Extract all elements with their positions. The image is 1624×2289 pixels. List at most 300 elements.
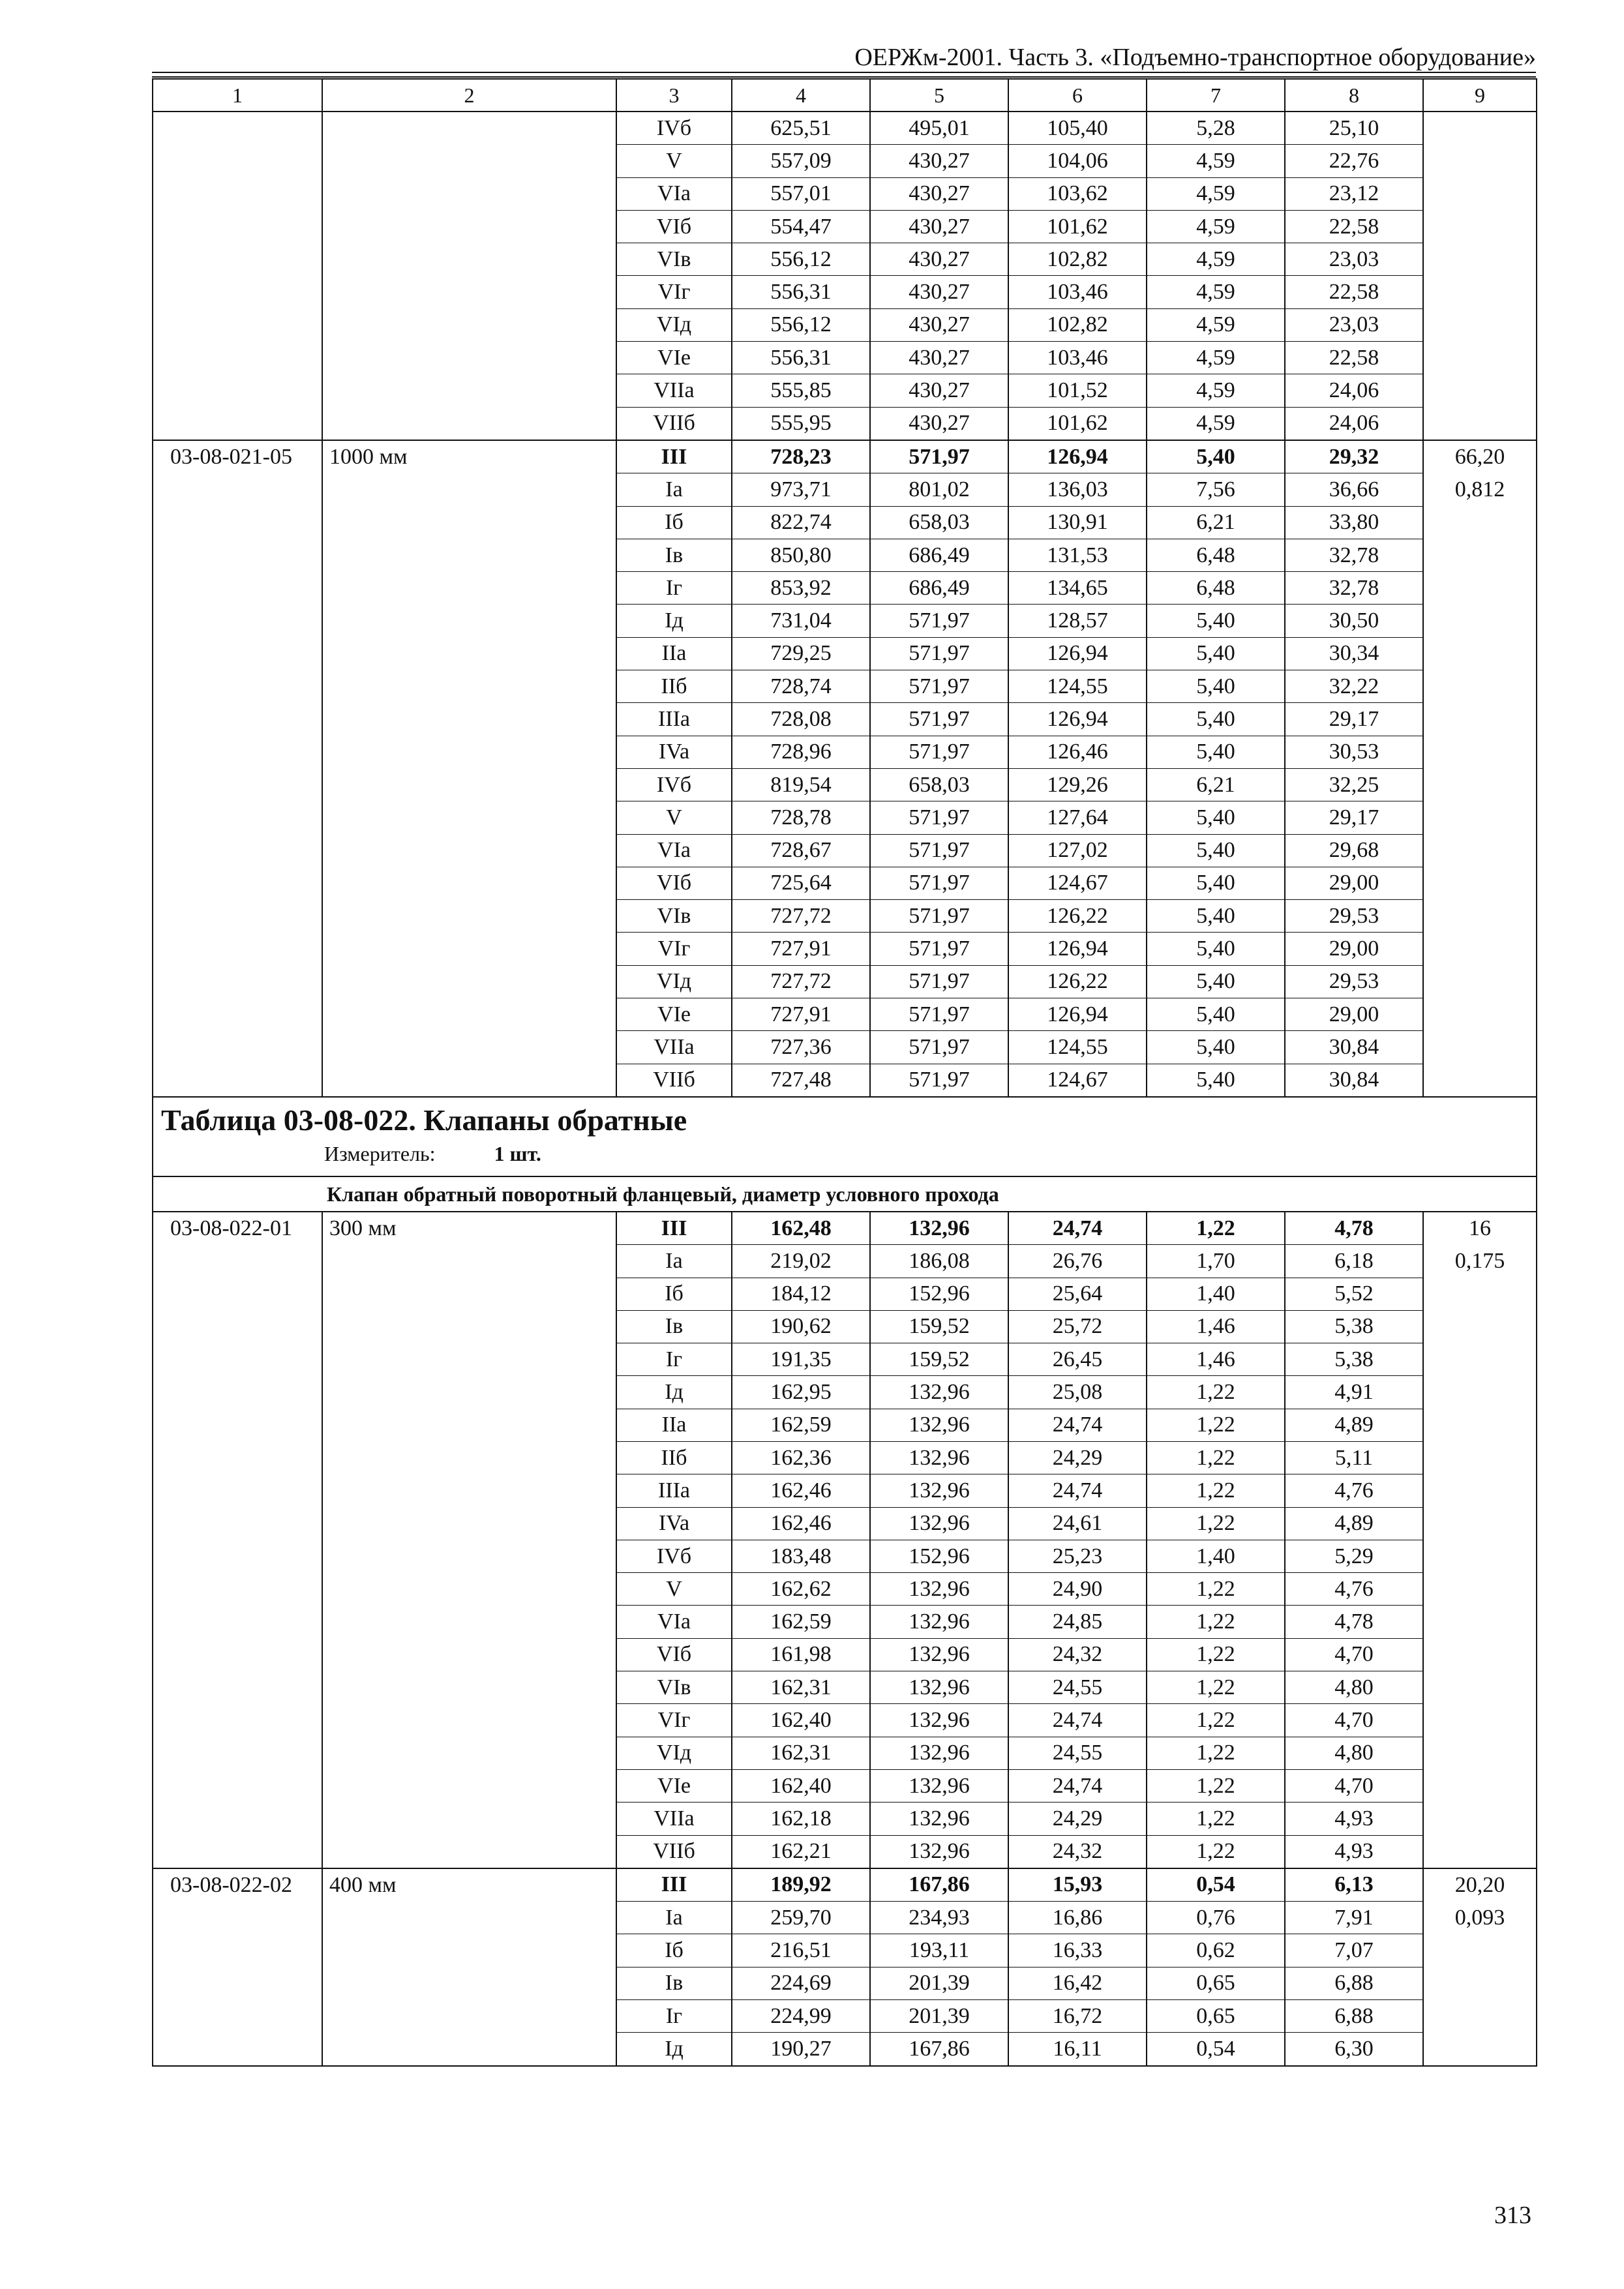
zone-cell: V	[616, 145, 732, 177]
total-cell	[1423, 1573, 1537, 1606]
header-rule	[152, 72, 1536, 73]
rate-name	[322, 572, 616, 605]
value-cell: 1,22	[1147, 1638, 1285, 1671]
total-cell	[1423, 1409, 1537, 1441]
rate-name	[322, 112, 616, 145]
value-cell: 1,22	[1147, 1212, 1285, 1245]
value-cell: 162,95	[732, 1376, 870, 1409]
zone-cell: VIe	[616, 1769, 732, 1802]
value-cell: 24,61	[1008, 1507, 1147, 1540]
value-cell: 132,96	[870, 1803, 1008, 1835]
value-cell: 36,66	[1285, 473, 1423, 506]
value-cell: 201,39	[870, 2000, 1008, 2033]
value-cell: 25,72	[1008, 1310, 1147, 1343]
value-cell: 7,56	[1147, 473, 1285, 506]
value-cell: 101,62	[1008, 210, 1147, 243]
value-cell: 571,97	[870, 703, 1008, 736]
zone-cell: IVб	[616, 768, 732, 801]
table-row	[153, 1540, 1537, 1572]
value-cell: 4,59	[1147, 243, 1285, 276]
value-cell: 571,97	[870, 867, 1008, 899]
value-cell: 30,53	[1285, 736, 1423, 768]
zone-cell: VIд	[616, 308, 732, 341]
column-number: 7	[1147, 79, 1285, 112]
zone-cell: VIд	[616, 965, 732, 998]
total-cell	[1423, 145, 1537, 177]
value-cell: 162,40	[732, 1704, 870, 1737]
value-cell: 16,86	[1008, 1902, 1147, 1934]
value-cell: 23,03	[1285, 308, 1423, 341]
zone-cell: V	[616, 801, 732, 834]
rate-code	[153, 407, 322, 440]
value-cell: 430,27	[870, 276, 1008, 308]
table-row	[153, 1376, 1537, 1409]
rate-name	[322, 1507, 616, 1540]
zone-cell: VIa	[616, 1606, 732, 1638]
total-cell	[1423, 342, 1537, 374]
total-cell	[1423, 210, 1537, 243]
value-cell: 162,46	[732, 1507, 870, 1540]
value-cell: 725,64	[732, 867, 870, 899]
value-cell: 5,40	[1147, 965, 1285, 998]
value-cell: 162,46	[732, 1474, 870, 1507]
value-cell: 4,59	[1147, 407, 1285, 440]
measure-line	[153, 1135, 1536, 1164]
rate-name: 1000 мм	[322, 440, 616, 473]
zone-cell: VIIб	[616, 1835, 732, 1868]
value-cell: 5,40	[1147, 1031, 1285, 1064]
total-cell	[1423, 1606, 1537, 1638]
value-cell: 162,31	[732, 1737, 870, 1769]
value-cell: 973,71	[732, 473, 870, 506]
zone-cell: Iд	[616, 605, 732, 637]
value-cell: 6,30	[1285, 2033, 1423, 2066]
zone-cell: VIд	[616, 1737, 732, 1769]
zone-cell: Iв	[616, 1967, 732, 1999]
rate-name	[322, 473, 616, 506]
value-cell: 16,11	[1008, 2033, 1147, 2066]
value-cell: 224,69	[732, 1967, 870, 1999]
value-cell: 22,58	[1285, 210, 1423, 243]
value-cell: 4,78	[1285, 1606, 1423, 1638]
value-cell: 201,39	[870, 1967, 1008, 1999]
value-cell: 132,96	[870, 1737, 1008, 1769]
table-row	[153, 308, 1537, 341]
value-cell: 103,46	[1008, 342, 1147, 374]
total-cell	[1423, 1376, 1537, 1409]
value-cell: 5,40	[1147, 703, 1285, 736]
zone-cell: VIIб	[616, 1064, 732, 1097]
table-row	[153, 506, 1537, 539]
value-cell: 1,46	[1147, 1310, 1285, 1343]
rate-name	[322, 1376, 616, 1409]
value-cell: 728,08	[732, 703, 870, 736]
value-cell: 727,36	[732, 1031, 870, 1064]
value-cell: 126,94	[1008, 933, 1147, 965]
value-cell: 24,74	[1008, 1769, 1147, 1802]
rate-code	[153, 374, 322, 407]
value-cell: 190,62	[732, 1310, 870, 1343]
value-cell: 24,55	[1008, 1671, 1147, 1704]
rate-name	[322, 900, 616, 933]
value-cell: 555,85	[732, 374, 870, 407]
value-cell: 7,91	[1285, 1902, 1423, 1934]
value-cell: 571,97	[870, 736, 1008, 768]
value-cell: 29,32	[1285, 440, 1423, 473]
value-cell: 5,11	[1285, 1441, 1423, 1474]
value-cell: 571,97	[870, 440, 1008, 473]
value-cell: 29,68	[1285, 834, 1423, 867]
rate-code	[153, 1540, 322, 1572]
table-row	[153, 342, 1537, 374]
rate-name	[322, 308, 616, 341]
total-cell	[1423, 900, 1537, 933]
value-cell: 24,90	[1008, 1573, 1147, 1606]
rate-name	[322, 1343, 616, 1376]
table-row	[153, 1868, 1537, 1902]
zone-cell: VIг	[616, 1704, 732, 1737]
value-cell: 162,18	[732, 1803, 870, 1835]
total-cell	[1423, 243, 1537, 276]
value-cell: 32,25	[1285, 768, 1423, 801]
value-cell: 850,80	[732, 539, 870, 571]
value-cell: 22,58	[1285, 342, 1423, 374]
table-row	[153, 1409, 1537, 1441]
value-cell: 557,09	[732, 145, 870, 177]
value-cell: 557,01	[732, 177, 870, 210]
rate-code: 03-08-022-01	[153, 1212, 322, 1245]
value-cell: 555,95	[732, 407, 870, 440]
value-cell: 1,22	[1147, 1474, 1285, 1507]
rate-code	[153, 1835, 322, 1868]
value-cell: 1,22	[1147, 1376, 1285, 1409]
value-cell: 32,78	[1285, 539, 1423, 571]
rate-name	[322, 276, 616, 308]
value-cell: 4,93	[1285, 1803, 1423, 1835]
table-row	[153, 1704, 1537, 1737]
column-number: 1	[153, 79, 322, 112]
value-cell: 22,76	[1285, 145, 1423, 177]
rate-name	[322, 1474, 616, 1507]
value-cell: 430,27	[870, 308, 1008, 341]
rate-name	[322, 605, 616, 637]
value-cell: 5,28	[1147, 112, 1285, 145]
table-subtitle: Клапан обратный поворотный фланцевый, диаметр условного прохода	[153, 1176, 1537, 1212]
rate-name	[322, 145, 616, 177]
value-cell: 132,96	[870, 1376, 1008, 1409]
value-cell: 161,98	[732, 1638, 870, 1671]
rate-code	[153, 1507, 322, 1540]
value-cell: 6,48	[1147, 539, 1285, 571]
rate-name	[322, 506, 616, 539]
value-cell: 22,58	[1285, 276, 1423, 308]
rate-code	[153, 1638, 322, 1671]
zone-cell: Iб	[616, 506, 732, 539]
zone-cell: VIг	[616, 276, 732, 308]
value-cell: 0,62	[1147, 1934, 1285, 1967]
rate-name	[322, 736, 616, 768]
value-cell: 4,59	[1147, 177, 1285, 210]
rate-name	[322, 1573, 616, 1606]
total-cell	[1423, 308, 1537, 341]
rate-name	[322, 965, 616, 998]
value-cell: 5,40	[1147, 998, 1285, 1031]
value-cell: 126,94	[1008, 998, 1147, 1031]
value-cell: 216,51	[732, 1934, 870, 1967]
value-cell: 162,48	[732, 1212, 870, 1245]
value-cell: 686,49	[870, 539, 1008, 571]
rate-code	[153, 1441, 322, 1474]
value-cell: 430,27	[870, 407, 1008, 440]
rate-name	[322, 867, 616, 899]
rate-code	[153, 1934, 322, 1967]
rate-code	[153, 801, 322, 834]
value-cell: 4,78	[1285, 1212, 1423, 1245]
rate-code	[153, 670, 322, 703]
rate-code	[153, 2033, 322, 2066]
rate-code	[153, 1064, 322, 1097]
value-cell: 131,53	[1008, 539, 1147, 571]
total-cell	[1423, 605, 1537, 637]
value-cell: 4,93	[1285, 1835, 1423, 1868]
value-cell: 30,50	[1285, 605, 1423, 637]
measure-value: 1 шт.	[494, 1141, 541, 1165]
zone-cell: Iб	[616, 1278, 732, 1310]
rate-name	[322, 1967, 616, 1999]
measure-label: Измеритель:	[324, 1141, 436, 1165]
value-cell: 728,96	[732, 736, 870, 768]
zone-cell: Ia	[616, 1902, 732, 1934]
total-cell: 20,20	[1423, 1868, 1537, 1902]
total-cell	[1423, 998, 1537, 1031]
rate-name	[322, 1704, 616, 1737]
table-row	[153, 1278, 1537, 1310]
header-rule	[152, 76, 1536, 78]
table-row	[153, 834, 1537, 867]
value-cell: 1,40	[1147, 1278, 1285, 1310]
table-row	[153, 177, 1537, 210]
rate-code	[153, 145, 322, 177]
total-cell	[1423, 112, 1537, 145]
table-row	[153, 374, 1537, 407]
rate-name	[322, 210, 616, 243]
total-cell	[1423, 539, 1537, 571]
value-cell: 5,40	[1147, 867, 1285, 899]
rate-name	[322, 407, 616, 440]
value-cell: 25,10	[1285, 112, 1423, 145]
value-cell: 29,00	[1285, 933, 1423, 965]
value-cell: 29,53	[1285, 965, 1423, 998]
value-cell: 190,27	[732, 2033, 870, 2066]
value-cell: 1,46	[1147, 1343, 1285, 1376]
rate-name	[322, 374, 616, 407]
value-cell: 126,94	[1008, 637, 1147, 670]
total-cell	[1423, 1769, 1537, 1802]
total-cell	[1423, 834, 1537, 867]
total-cell	[1423, 1064, 1537, 1097]
rate-code	[153, 177, 322, 210]
zone-cell: IIIa	[616, 703, 732, 736]
value-cell: 24,29	[1008, 1803, 1147, 1835]
value-cell: 5,52	[1285, 1278, 1423, 1310]
rate-name	[322, 342, 616, 374]
value-cell: 167,86	[870, 1868, 1008, 1902]
value-cell: 728,67	[732, 834, 870, 867]
value-cell: 224,99	[732, 2000, 870, 2033]
zone-cell: VIIa	[616, 374, 732, 407]
value-cell: 727,72	[732, 900, 870, 933]
zone-cell: Iг	[616, 1343, 732, 1376]
value-cell: 571,97	[870, 834, 1008, 867]
zone-cell: Iд	[616, 2033, 732, 2066]
zone-cell: VIa	[616, 177, 732, 210]
value-cell: 132,96	[870, 1507, 1008, 1540]
total-cell	[1423, 670, 1537, 703]
total-cell	[1423, 276, 1537, 308]
total-cell	[1423, 1474, 1537, 1507]
rate-code	[153, 998, 322, 1031]
rate-code	[153, 1245, 322, 1278]
value-cell: 29,00	[1285, 867, 1423, 899]
zone-cell: VIa	[616, 834, 732, 867]
rate-name	[322, 1835, 616, 1868]
table-row	[153, 1934, 1537, 1967]
value-cell: 162,59	[732, 1409, 870, 1441]
value-cell: 152,96	[870, 1540, 1008, 1572]
total-cell	[1423, 1310, 1537, 1343]
table-title-cell	[153, 1097, 1537, 1176]
value-cell: 5,40	[1147, 900, 1285, 933]
value-cell: 728,78	[732, 801, 870, 834]
value-cell: 5,40	[1147, 1064, 1285, 1097]
table-row	[153, 768, 1537, 801]
value-cell: 554,47	[732, 210, 870, 243]
zone-cell: VIIa	[616, 1031, 732, 1064]
zone-cell: III	[616, 1212, 732, 1245]
total-cell	[1423, 1803, 1537, 1835]
rate-code	[153, 1376, 322, 1409]
table-row	[153, 1031, 1537, 1064]
rate-name: 400 мм	[322, 1868, 616, 1902]
rate-name	[322, 1441, 616, 1474]
total-cell	[1423, 1934, 1537, 1967]
rate-code	[153, 308, 322, 341]
table-row	[153, 1245, 1537, 1278]
value-cell: 727,48	[732, 1064, 870, 1097]
total-cell: 66,20	[1423, 440, 1537, 473]
value-cell: 728,74	[732, 670, 870, 703]
value-cell: 127,02	[1008, 834, 1147, 867]
value-cell: 4,76	[1285, 1474, 1423, 1507]
value-cell: 658,03	[870, 768, 1008, 801]
total-cell	[1423, 1737, 1537, 1769]
value-cell: 819,54	[732, 768, 870, 801]
value-cell: 0,54	[1147, 2033, 1285, 2066]
total-cell	[1423, 177, 1537, 210]
value-cell: 183,48	[732, 1540, 870, 1572]
value-cell: 430,27	[870, 177, 1008, 210]
total-cell: 16	[1423, 1212, 1537, 1245]
zone-cell: VIб	[616, 867, 732, 899]
table-row	[153, 1902, 1537, 1934]
value-cell: 30,34	[1285, 637, 1423, 670]
value-cell: 4,70	[1285, 1638, 1423, 1671]
column-number: 2	[322, 79, 616, 112]
zone-cell: V	[616, 1573, 732, 1606]
rate-name	[322, 1310, 616, 1343]
value-cell: 15,93	[1008, 1868, 1147, 1902]
zone-cell: IIIa	[616, 1474, 732, 1507]
zone-cell: Iв	[616, 539, 732, 571]
total-cell	[1423, 407, 1537, 440]
value-cell: 132,96	[870, 1638, 1008, 1671]
value-cell: 4,59	[1147, 276, 1285, 308]
table-row	[153, 933, 1537, 965]
column-number: 6	[1008, 79, 1147, 112]
value-cell: 32,78	[1285, 572, 1423, 605]
rate-code	[153, 1737, 322, 1769]
zone-cell: VIб	[616, 1638, 732, 1671]
total-cell	[1423, 933, 1537, 965]
rates-table	[152, 78, 1537, 2067]
zone-cell: VIIб	[616, 407, 732, 440]
table-row	[153, 1606, 1537, 1638]
total-cell	[1423, 2000, 1537, 2033]
value-cell: 132,96	[870, 1835, 1008, 1868]
table-row	[153, 1737, 1537, 1769]
value-cell: 24,06	[1285, 407, 1423, 440]
value-cell: 132,96	[870, 1704, 1008, 1737]
value-cell: 191,35	[732, 1343, 870, 1376]
value-cell: 29,00	[1285, 998, 1423, 1031]
zone-cell: III	[616, 1868, 732, 1902]
value-cell: 124,67	[1008, 867, 1147, 899]
value-cell: 162,40	[732, 1769, 870, 1802]
value-cell: 728,23	[732, 440, 870, 473]
value-cell: 102,82	[1008, 308, 1147, 341]
value-cell: 126,94	[1008, 703, 1147, 736]
value-cell: 4,59	[1147, 342, 1285, 374]
total-cell	[1423, 2033, 1537, 2066]
column-number: 8	[1285, 79, 1423, 112]
value-cell: 571,97	[870, 998, 1008, 1031]
rate-name	[322, 243, 616, 276]
total-cell	[1423, 1031, 1537, 1064]
rate-code	[153, 243, 322, 276]
zone-cell: VIe	[616, 998, 732, 1031]
value-cell: 1,22	[1147, 1671, 1285, 1704]
rate-code	[153, 933, 322, 965]
total-cell	[1423, 1835, 1537, 1868]
total-cell	[1423, 768, 1537, 801]
rate-code	[153, 900, 322, 933]
value-cell: 24,74	[1008, 1212, 1147, 1245]
total-cell	[1423, 1278, 1537, 1310]
value-cell: 29,53	[1285, 900, 1423, 933]
table-row	[153, 998, 1537, 1031]
rate-code	[153, 1769, 322, 1802]
value-cell: 686,49	[870, 572, 1008, 605]
value-cell: 184,12	[732, 1278, 870, 1310]
column-number: 3	[616, 79, 732, 112]
table-subtitle-row	[153, 1176, 1537, 1212]
table-row	[153, 473, 1537, 506]
table-title-row	[153, 1097, 1537, 1176]
value-cell: 219,02	[732, 1245, 870, 1278]
total-cell	[1423, 637, 1537, 670]
value-cell: 25,23	[1008, 1540, 1147, 1572]
rate-code	[153, 1803, 322, 1835]
